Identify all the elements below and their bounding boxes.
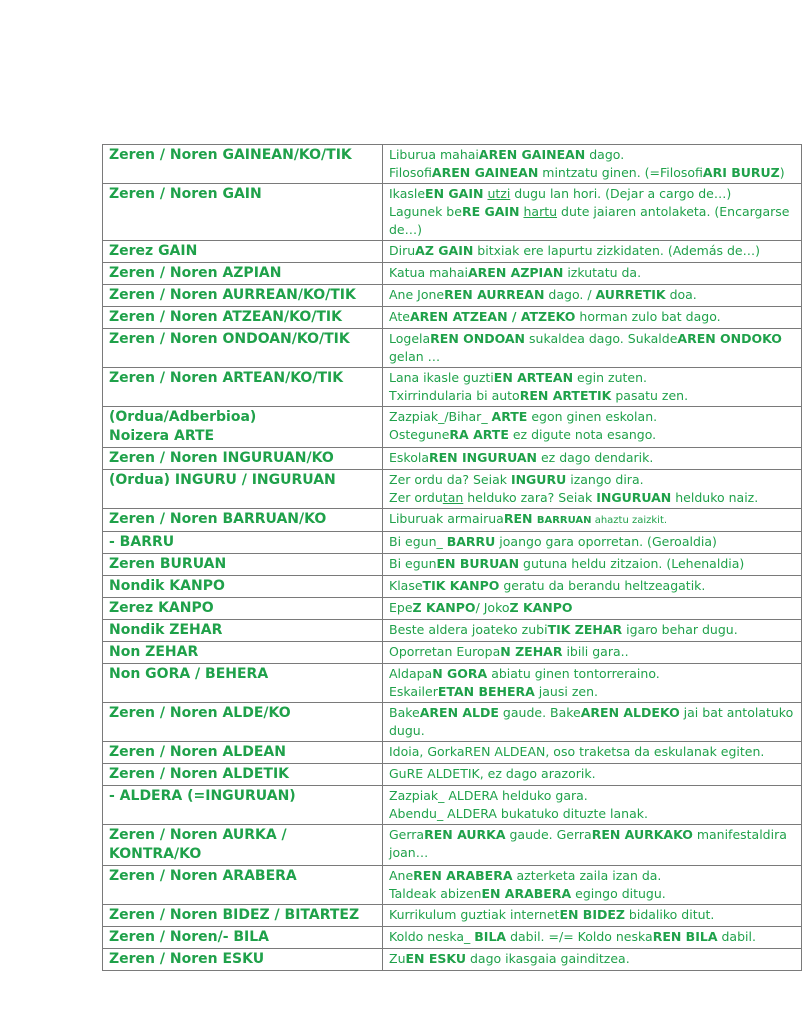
postposition-label: Zeren BURUAN	[109, 556, 227, 572]
example-cell	[383, 532, 802, 554]
example-highlight: AZ GAIN	[415, 243, 474, 258]
example-line	[389, 787, 801, 805]
example-line	[389, 765, 801, 783]
postposition-label: Zeren / Noren AURREAN/KO/TIK	[109, 287, 356, 303]
example-text: Ostegune	[389, 427, 450, 442]
example-line	[389, 221, 801, 239]
postposition-label: Zeren / Noren BARRUAN/KO	[109, 511, 327, 527]
example-text: Zer ordu	[389, 490, 443, 505]
example-text: Filosofi	[389, 165, 432, 180]
example-cell	[383, 448, 802, 470]
postposition-cell	[103, 742, 383, 764]
example-text: ez digute nota esango.	[508, 427, 657, 442]
example-highlight: ARTE	[491, 409, 528, 424]
example-cell	[383, 620, 802, 642]
example-text: gaude. Gerra	[505, 827, 592, 842]
table-row	[103, 742, 802, 764]
postposition-cell	[103, 448, 383, 470]
example-text: Aldapa	[389, 666, 433, 681]
example-text: helduko zara? Seiak	[463, 490, 597, 505]
example-text: doa.	[665, 287, 697, 302]
example-line	[389, 643, 801, 661]
postposition-cell	[103, 825, 383, 866]
example-highlight: REN INGURUAN	[428, 450, 538, 465]
example-line	[389, 185, 801, 203]
example-text: Liburua mahai	[389, 147, 479, 162]
example-highlight: REN	[503, 511, 537, 526]
postposition-cell	[103, 285, 383, 307]
example-line	[389, 369, 801, 387]
postposition-label: Zeren / Noren INGURUAN/KO	[109, 450, 334, 466]
table-row	[103, 576, 802, 598]
table-row	[103, 307, 802, 329]
example-highlight: EN BURUAN	[436, 556, 520, 571]
example-highlight: Z KANPO	[412, 600, 476, 615]
table-row	[103, 764, 802, 786]
example-highlight: REN ARTETIK	[519, 388, 612, 403]
example-line	[389, 805, 801, 823]
example-text: Beste aldera joateko zubi	[389, 622, 548, 637]
example-cell	[383, 241, 802, 263]
table-row	[103, 509, 802, 532]
postposition-label: Zeren / Noren ONDOAN/KO/TIK	[109, 331, 350, 347]
example-text: jausi zen.	[534, 684, 598, 699]
example-text: Zazpiak_/Bihar_	[389, 409, 492, 424]
example-text: de…)	[389, 222, 423, 237]
example-cell	[383, 598, 802, 620]
example-text: Logela	[389, 331, 431, 346]
postposition-cell	[103, 470, 383, 509]
table-row	[103, 407, 802, 448]
example-line	[389, 844, 801, 862]
postposition-cell	[103, 329, 383, 368]
table-row	[103, 927, 802, 949]
example-line	[389, 950, 801, 968]
example-text: ahaztu zaizkit.	[591, 515, 668, 526]
postposition-label: Zeren / Noren ARABERA	[109, 868, 297, 884]
table-row	[103, 620, 802, 642]
postposition-cell	[103, 368, 383, 407]
example-text: Katua mahai	[389, 265, 468, 280]
example-text: azterketa zaila izan da.	[512, 868, 662, 883]
example-text: Taldeak abizen	[389, 886, 482, 901]
example-highlight: AREN GAINEAN	[478, 147, 586, 162]
example-highlight: INGURUAN	[596, 490, 672, 505]
example-line	[389, 330, 801, 348]
grammar-table	[102, 144, 802, 971]
table-body	[103, 145, 802, 971]
postposition-cell	[103, 407, 383, 448]
example-highlight: AREN ALDEKO	[580, 705, 680, 720]
postposition-cell	[103, 576, 383, 598]
example-highlight: EN ARTEAN	[493, 370, 574, 385]
example-text: bitxiak ere lapurtu zizkidaten. (Además de…)	[473, 243, 761, 258]
example-text: gutuna heldu zitzaion. (Lehenaldia)	[519, 556, 745, 571]
postposition-label: Zeren / Noren ALDEAN	[109, 744, 286, 760]
postposition-cell	[103, 509, 383, 532]
example-text: Txirrindularia bi auto	[389, 388, 520, 403]
example-line	[389, 704, 801, 722]
example-text: Koldo neska_	[389, 929, 475, 944]
postposition-cell	[103, 664, 383, 703]
postposition-cell	[103, 703, 383, 742]
example-line	[389, 928, 801, 946]
example-cell	[383, 764, 802, 786]
example-highlight: EN ARABERA	[481, 886, 572, 901]
example-text: dugu.	[389, 723, 425, 738]
table-row	[103, 598, 802, 620]
example-text: )	[779, 165, 785, 180]
postposition-cell	[103, 263, 383, 285]
example-text: manifestaldira	[692, 827, 787, 842]
table-row	[103, 554, 802, 576]
example-line	[389, 489, 801, 507]
example-highlight: EN ESKU	[405, 951, 467, 966]
example-highlight: N GORA	[432, 666, 488, 681]
example-line	[389, 387, 801, 405]
table-row	[103, 329, 802, 368]
example-cell	[383, 703, 802, 742]
example-line	[389, 722, 801, 740]
example-text: Lana ikasle guzti	[389, 370, 494, 385]
postposition-cell	[103, 786, 383, 825]
example-text: gelan …	[389, 349, 441, 364]
example-text: helduko naiz.	[671, 490, 759, 505]
example-line	[389, 242, 801, 260]
example-text: egingo ditugu.	[571, 886, 666, 901]
postposition-cell	[103, 532, 383, 554]
example-text: egin zuten.	[573, 370, 648, 385]
example-text: gaude. Bake	[498, 705, 581, 720]
example-highlight: Z KANPO	[509, 600, 573, 615]
postposition-cell	[103, 642, 383, 664]
postposition-cell	[103, 764, 383, 786]
postposition-label: (Ordua/Adberbioa)	[109, 409, 257, 425]
example-text: bidaliko ditut.	[624, 907, 715, 922]
example-text: dute jaiaren antolaketa. (Encargarse	[557, 204, 790, 219]
example-text: joango gara oporretan. (Geroaldia)	[495, 534, 717, 549]
example-text: Epe	[389, 600, 413, 615]
example-line	[389, 683, 801, 701]
example-text: pasatu zen.	[611, 388, 689, 403]
example-cell	[383, 407, 802, 448]
postposition-label: Zeren / Noren GAIN	[109, 186, 262, 202]
example-text: GuRE ALDETIK, ez dago arazorik.	[389, 766, 596, 781]
postposition-label: Non GORA / BEHERA	[109, 666, 269, 682]
postposition-label: Noizera ARTE	[109, 428, 215, 444]
postposition-cell	[103, 620, 383, 642]
example-highlight: REN AURREAN	[444, 287, 545, 302]
example-text: ez dago dendarik.	[537, 450, 654, 465]
example-text: Liburuak armairua	[389, 511, 504, 526]
example-cell	[383, 576, 802, 598]
example-text: joan…	[389, 845, 429, 860]
example-highlight: EN GAIN	[425, 186, 484, 201]
example-line	[389, 665, 801, 683]
example-highlight: AURRETIK	[595, 287, 666, 302]
example-cell	[383, 329, 802, 368]
example-line	[389, 577, 801, 595]
example-text: Ane	[389, 868, 414, 883]
example-text: Eskailer	[389, 684, 438, 699]
example-text: Bi egun_	[389, 534, 447, 549]
table-row	[103, 905, 802, 927]
example-text: Lagunek be	[389, 204, 462, 219]
example-text: izkutatu da.	[563, 265, 642, 280]
example-text: igaro behar dugu.	[622, 622, 738, 637]
example-highlight: RE GAIN	[461, 204, 520, 219]
example-cell	[383, 263, 802, 285]
example-highlight: AREN ATZEAN / ATZEKO	[409, 309, 576, 324]
example-text: ibili gara..	[562, 644, 629, 659]
example-cell	[383, 285, 802, 307]
postposition-label: Zeren / Noren AURKA /	[109, 827, 287, 843]
example-line	[389, 264, 801, 282]
example-text: izango dira.	[566, 472, 644, 487]
example-text: Ate	[389, 309, 410, 324]
example-cell	[383, 786, 802, 825]
example-highlight: TIK ZEHAR	[547, 622, 623, 637]
example-cell	[383, 742, 802, 764]
example-highlight: TIK KANPO	[422, 578, 500, 593]
example-highlight: BILA	[474, 929, 507, 944]
example-text: hartu	[523, 204, 558, 219]
example-highlight: REN ONDOAN	[430, 331, 526, 346]
example-text: utzi	[487, 186, 511, 201]
example-line	[389, 408, 801, 426]
example-text: Oporretan Europa	[389, 644, 501, 659]
example-line	[389, 471, 801, 489]
table-row	[103, 786, 802, 825]
table-row	[103, 241, 802, 263]
table-row	[103, 285, 802, 307]
example-cell	[383, 642, 802, 664]
example-highlight: EN BIDEZ	[559, 907, 625, 922]
example-line	[389, 510, 801, 530]
postposition-label: - BARRU	[109, 534, 175, 550]
table-row	[103, 145, 802, 184]
postposition-cell	[103, 949, 383, 971]
postposition-label: Zeren / Noren/- BILA	[109, 929, 270, 945]
example-line	[389, 203, 801, 221]
table-row	[103, 448, 802, 470]
example-text: dago.	[585, 147, 625, 162]
example-line	[389, 906, 801, 924]
example-highlight: BARRU	[446, 534, 496, 549]
example-cell	[383, 307, 802, 329]
example-text: mintzatu ginen. (=Filosofi	[538, 165, 703, 180]
table-row	[103, 866, 802, 905]
postposition-label: KONTRA/KO	[109, 846, 202, 862]
example-text: horman zulo bat dago.	[575, 309, 721, 324]
example-cell	[383, 949, 802, 971]
example-text: dabil.	[717, 929, 756, 944]
table-row	[103, 263, 802, 285]
table-row	[103, 532, 802, 554]
postposition-cell	[103, 554, 383, 576]
example-text: Bake	[389, 705, 420, 720]
postposition-label: Zeren / Noren ESKU	[109, 951, 265, 967]
example-highlight: INGURU	[510, 472, 567, 487]
example-text: Diru	[389, 243, 416, 258]
postposition-label: - ALDERA (=INGURUAN)	[109, 788, 296, 804]
example-text: Idoia, GorkaREN ALDEAN, oso traketsa da eskulanak egiten.	[389, 744, 765, 759]
postposition-cell	[103, 866, 383, 905]
example-line	[389, 348, 801, 366]
table-row	[103, 949, 802, 971]
example-highlight: AREN ALDE	[419, 705, 499, 720]
example-highlight: REN BILA	[652, 929, 718, 944]
example-text: Klase	[389, 578, 423, 593]
table-row	[103, 703, 802, 742]
example-text: tan	[442, 490, 464, 505]
example-highlight: ETAN BEHERA	[437, 684, 535, 699]
example-text: geratu da berandu heltzeagatik.	[499, 578, 706, 593]
example-text: Ikasle	[389, 186, 426, 201]
postposition-label: Zeren / Noren ATZEAN/KO/TIK	[109, 309, 342, 325]
example-line	[389, 533, 801, 551]
example-highlight: AREN GAINEAN	[431, 165, 539, 180]
postposition-label: Nondik ZEHAR	[109, 622, 223, 638]
example-text: dabil. =/= Koldo neska	[506, 929, 653, 944]
example-highlight: N ZEHAR	[500, 644, 563, 659]
example-text: egon ginen eskolan.	[527, 409, 658, 424]
table-row	[103, 825, 802, 866]
table-row	[103, 184, 802, 241]
postposition-cell	[103, 598, 383, 620]
postposition-cell	[103, 241, 383, 263]
postposition-cell	[103, 307, 383, 329]
example-text: abiatu ginen tontorreraino.	[487, 666, 660, 681]
example-highlight: AREN AZPIAN	[468, 265, 564, 280]
example-line	[389, 308, 801, 326]
example-text: sukaldea dago. Sukalde	[525, 331, 678, 346]
example-highlight: REN AURKA	[424, 827, 506, 842]
postposition-label: Nondik KANPO	[109, 578, 225, 594]
table-row	[103, 470, 802, 509]
example-highlight: ARI BURUZ	[702, 165, 780, 180]
postposition-label: Zeren / Noren GAINEAN/KO/TIK	[109, 147, 352, 163]
example-line	[389, 867, 801, 885]
example-text: Bi egun	[389, 556, 437, 571]
example-line	[389, 146, 801, 164]
postposition-cell	[103, 184, 383, 241]
postposition-label: Non ZEHAR	[109, 644, 199, 660]
example-cell	[383, 554, 802, 576]
postposition-label: Zeren / Noren ARTEAN/KO/TIK	[109, 370, 344, 386]
example-text: / Joko	[475, 600, 510, 615]
postposition-label: Zeren / Noren AZPIAN	[109, 265, 282, 281]
example-text: Zazpiak_ ALDERA helduko gara.	[389, 788, 588, 803]
example-line	[389, 826, 801, 844]
table-row	[103, 664, 802, 703]
example-text: dago ikasgaia gainditzea.	[466, 951, 630, 966]
example-cell	[383, 145, 802, 184]
example-cell	[383, 368, 802, 407]
postposition-label: (Ordua) INGURU / INGURUAN	[109, 472, 336, 488]
example-highlight: REN ARABERA	[413, 868, 513, 883]
example-line	[389, 885, 801, 903]
example-line	[389, 164, 801, 182]
example-cell	[383, 664, 802, 703]
example-highlight: RA ARTE	[449, 427, 509, 442]
example-line	[389, 621, 801, 639]
example-cell	[383, 470, 802, 509]
example-text: Zu	[389, 951, 406, 966]
postposition-cell	[103, 927, 383, 949]
postposition-label: Zerez GAIN	[109, 243, 198, 259]
example-text: Abendu_ ALDERA bukatuko dituzte lanak.	[389, 806, 648, 821]
postposition-label: Zeren / Noren ALDE/KO	[109, 705, 291, 721]
example-cell	[383, 509, 802, 532]
example-cell	[383, 866, 802, 905]
example-line	[389, 555, 801, 573]
example-text: Zer ordu da? Seiak	[389, 472, 511, 487]
table-row	[103, 368, 802, 407]
example-cell	[383, 184, 802, 241]
example-line	[389, 743, 801, 761]
postposition-label: Zerez KANPO	[109, 600, 214, 616]
example-cell	[383, 825, 802, 866]
example-line	[389, 599, 801, 617]
example-text: Gerra	[389, 827, 425, 842]
example-text: dago. /	[544, 287, 596, 302]
postposition-cell	[103, 905, 383, 927]
example-text: jai bat antolatuko	[679, 705, 794, 720]
table-row	[103, 642, 802, 664]
postposition-label: Zeren / Noren BIDEZ / BITARTEZ	[109, 907, 360, 923]
example-line	[389, 286, 801, 304]
example-line	[389, 449, 801, 467]
example-highlight: BARRUAN	[536, 515, 592, 526]
example-text: Kurrikulum guztiak internet	[389, 907, 560, 922]
example-cell	[383, 927, 802, 949]
example-text: Eskola	[389, 450, 429, 465]
postposition-cell	[103, 145, 383, 184]
example-cell	[383, 905, 802, 927]
example-text: dugu lan hori. (Dejar a cargo de…)	[510, 186, 732, 201]
example-highlight: REN AURKAKO	[591, 827, 693, 842]
example-highlight: AREN ONDOKO	[677, 331, 782, 346]
postposition-label: Zeren / Noren ALDETIK	[109, 766, 289, 782]
example-line	[389, 426, 801, 444]
example-text: Ane Jone	[389, 287, 445, 302]
